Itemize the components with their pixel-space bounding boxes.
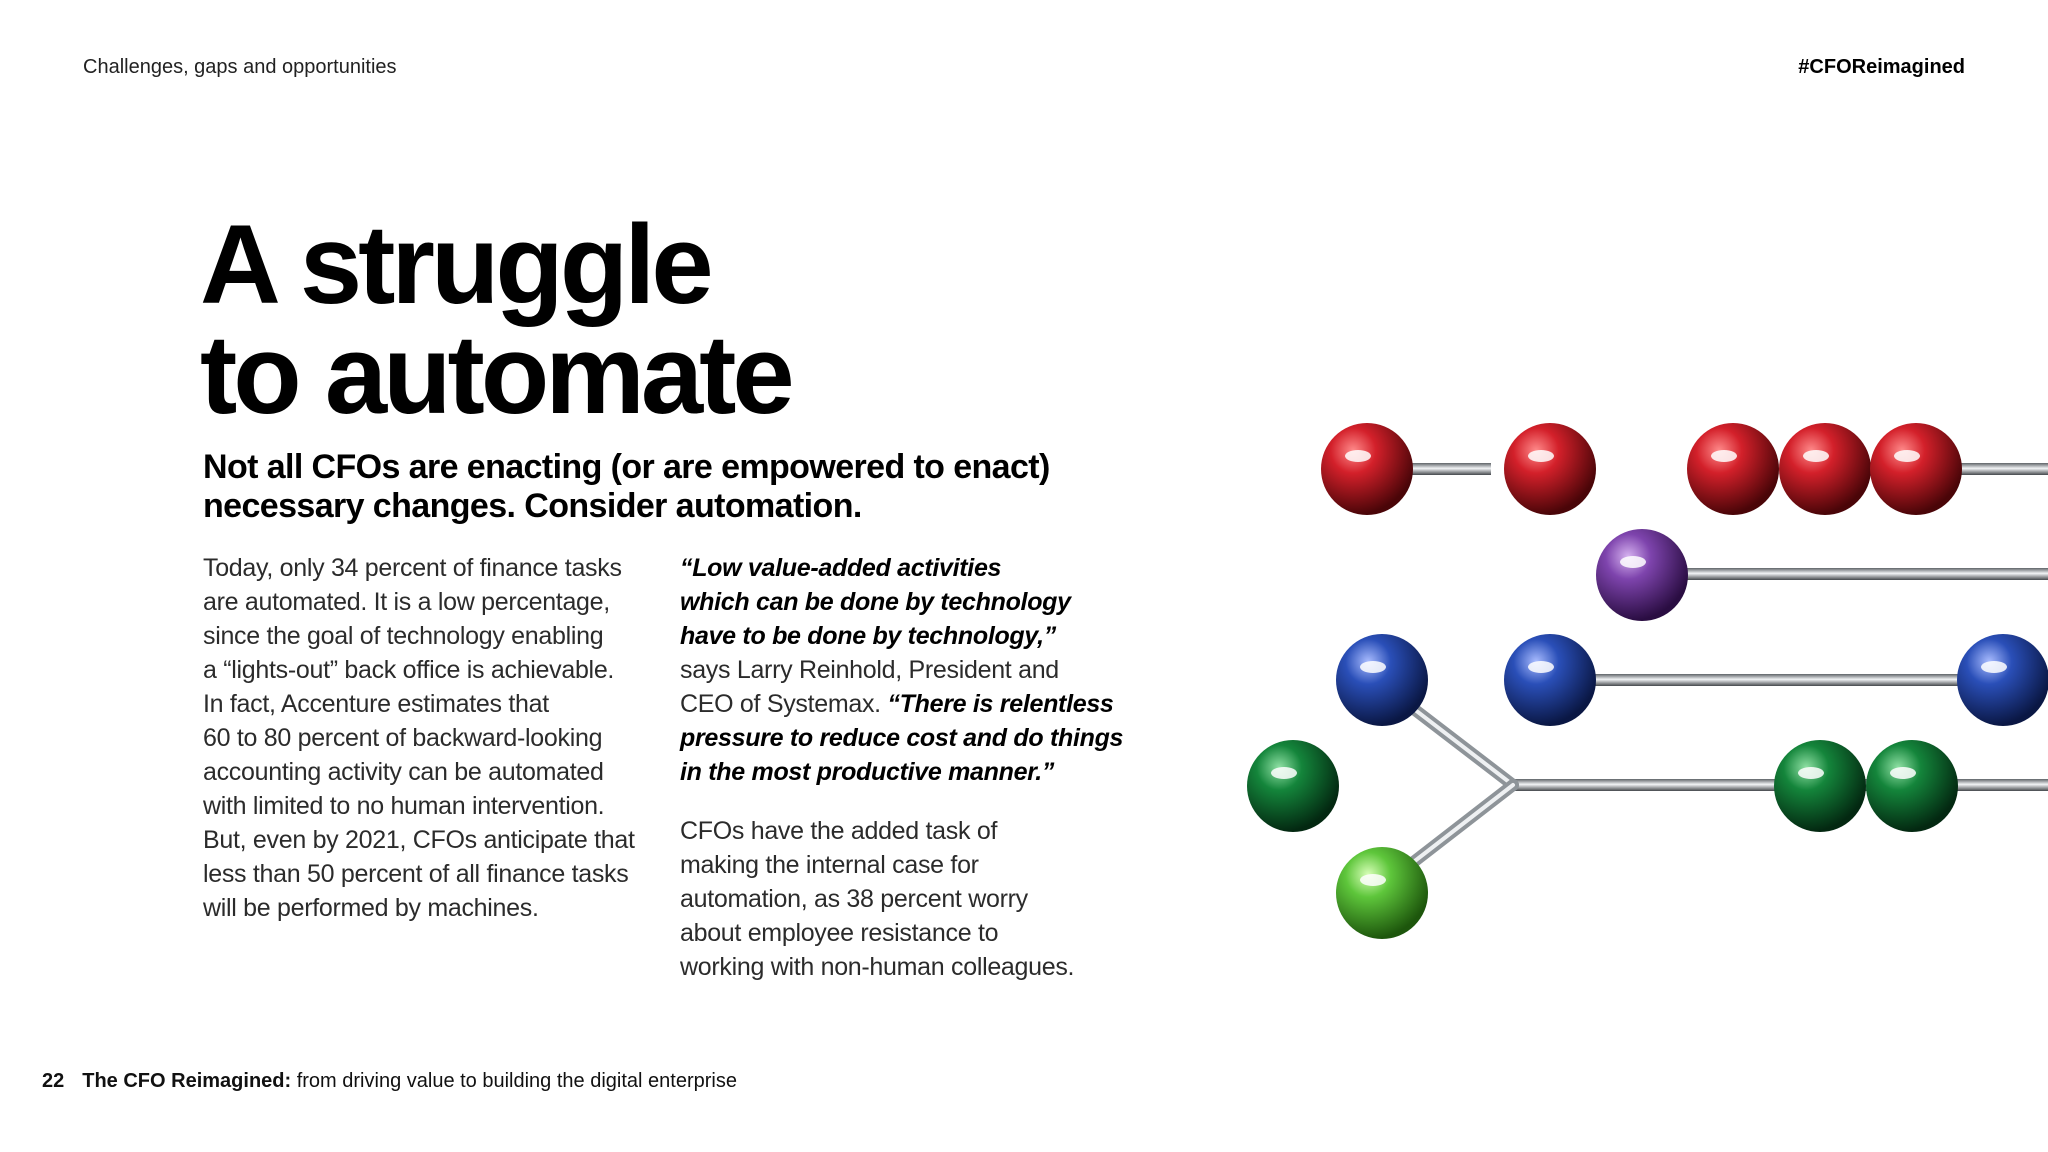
blue-ball bbox=[1336, 634, 1428, 726]
green-ball bbox=[1247, 740, 1339, 832]
attribution-line-with-quote bbox=[680, 687, 1150, 721]
body-line: about employee resistance to bbox=[680, 919, 999, 947]
body-column-left bbox=[203, 551, 658, 925]
body-line: less than 50 percent of all finance tasks bbox=[203, 860, 629, 888]
ball-highlight bbox=[1620, 556, 1646, 568]
rod bbox=[1642, 568, 2048, 580]
section-label: Challenges, gaps and opportunities bbox=[83, 56, 397, 78]
red-ball bbox=[1687, 423, 1779, 515]
body-line: will be performed by machines. bbox=[203, 894, 539, 922]
body-line: are automated. It is a low percentage, bbox=[203, 588, 610, 616]
red-ball bbox=[1321, 423, 1413, 515]
ball-highlight bbox=[1981, 661, 2007, 673]
ball-highlight bbox=[1803, 450, 1829, 462]
body-line: making the internal case for bbox=[680, 851, 979, 879]
quote-line: in the most productive manner.” bbox=[680, 758, 1055, 786]
body-line: since the goal of technology enabling bbox=[203, 622, 604, 650]
quote-block bbox=[680, 551, 1150, 789]
ball-highlight bbox=[1360, 661, 1386, 673]
ball-highlight bbox=[1271, 767, 1297, 779]
ball-highlight bbox=[1528, 450, 1554, 462]
subtitle bbox=[203, 448, 1133, 526]
attribution-line: says Larry Reinhold, President and bbox=[680, 656, 1059, 684]
body-line: with limited to no human intervention. bbox=[203, 792, 605, 820]
ball-highlight bbox=[1711, 450, 1737, 462]
body-line: Today, only 34 percent of finance tasks bbox=[203, 554, 622, 582]
page-title bbox=[200, 202, 791, 437]
title-line-2: to automate bbox=[200, 312, 791, 437]
blue-ball bbox=[1504, 634, 1596, 726]
body-line: working with non-human colleagues. bbox=[680, 953, 1075, 981]
ball-highlight bbox=[1345, 450, 1371, 462]
quote-line: which can be done by technology bbox=[680, 588, 1071, 616]
quote-text: “There is relentless bbox=[887, 690, 1114, 718]
red-ball bbox=[1870, 423, 1962, 515]
publication-title: The CFO Reimagined: bbox=[82, 1070, 292, 1092]
rod bbox=[1548, 674, 2008, 686]
ball-highlight bbox=[1528, 661, 1554, 673]
title-line-1: A struggle bbox=[200, 202, 710, 327]
rod-group bbox=[1367, 463, 2048, 888]
subtitle-line-1: Not all CFOs are enacting (or are empowered to enact) bbox=[203, 448, 1050, 486]
ball-highlight bbox=[1890, 767, 1916, 779]
blue-ball bbox=[1957, 634, 2048, 726]
body-line: a “lights-out” back office is achievable. bbox=[203, 656, 615, 684]
subtitle-line-2: necessary changes. Consider automation. bbox=[203, 487, 862, 525]
ball-highlight bbox=[1798, 767, 1824, 779]
red-ball bbox=[1504, 423, 1596, 515]
body-line: CFOs have the added task of bbox=[680, 817, 998, 845]
body-line: But, even by 2021, CFOs anticipate that bbox=[203, 826, 635, 854]
hashtag: #CFOReimagined bbox=[1798, 56, 1965, 78]
molecule-illustration bbox=[1230, 400, 2048, 960]
green-ball bbox=[1774, 740, 1866, 832]
attribution-text: CEO of Systemax. bbox=[680, 690, 881, 718]
body-line: accounting activity can be automated bbox=[203, 758, 604, 786]
body-column-right bbox=[680, 551, 1150, 984]
quote-line: have to be done by technology,” bbox=[680, 622, 1056, 650]
paragraph bbox=[680, 814, 1150, 984]
red-ball bbox=[1779, 423, 1871, 515]
page-number: 22 bbox=[42, 1070, 65, 1092]
light-green-ball bbox=[1336, 847, 1428, 939]
green-ball bbox=[1866, 740, 1958, 832]
publication-subtitle: from driving value to building the digital enterprise bbox=[296, 1070, 737, 1092]
quote-line: pressure to reduce cost and do things bbox=[680, 724, 1124, 752]
body-line: 60 to 80 percent of backward-looking bbox=[203, 724, 603, 752]
ball-highlight bbox=[1894, 450, 1920, 462]
page-footer bbox=[42, 1070, 737, 1093]
body-line: automation, as 38 percent worry bbox=[680, 885, 1028, 913]
purple-ball bbox=[1596, 529, 1688, 621]
ball-highlight bbox=[1360, 874, 1386, 886]
body-line: In fact, Accenture estimates that bbox=[203, 690, 549, 718]
quote-line: “Low value-added activities bbox=[680, 554, 1002, 582]
